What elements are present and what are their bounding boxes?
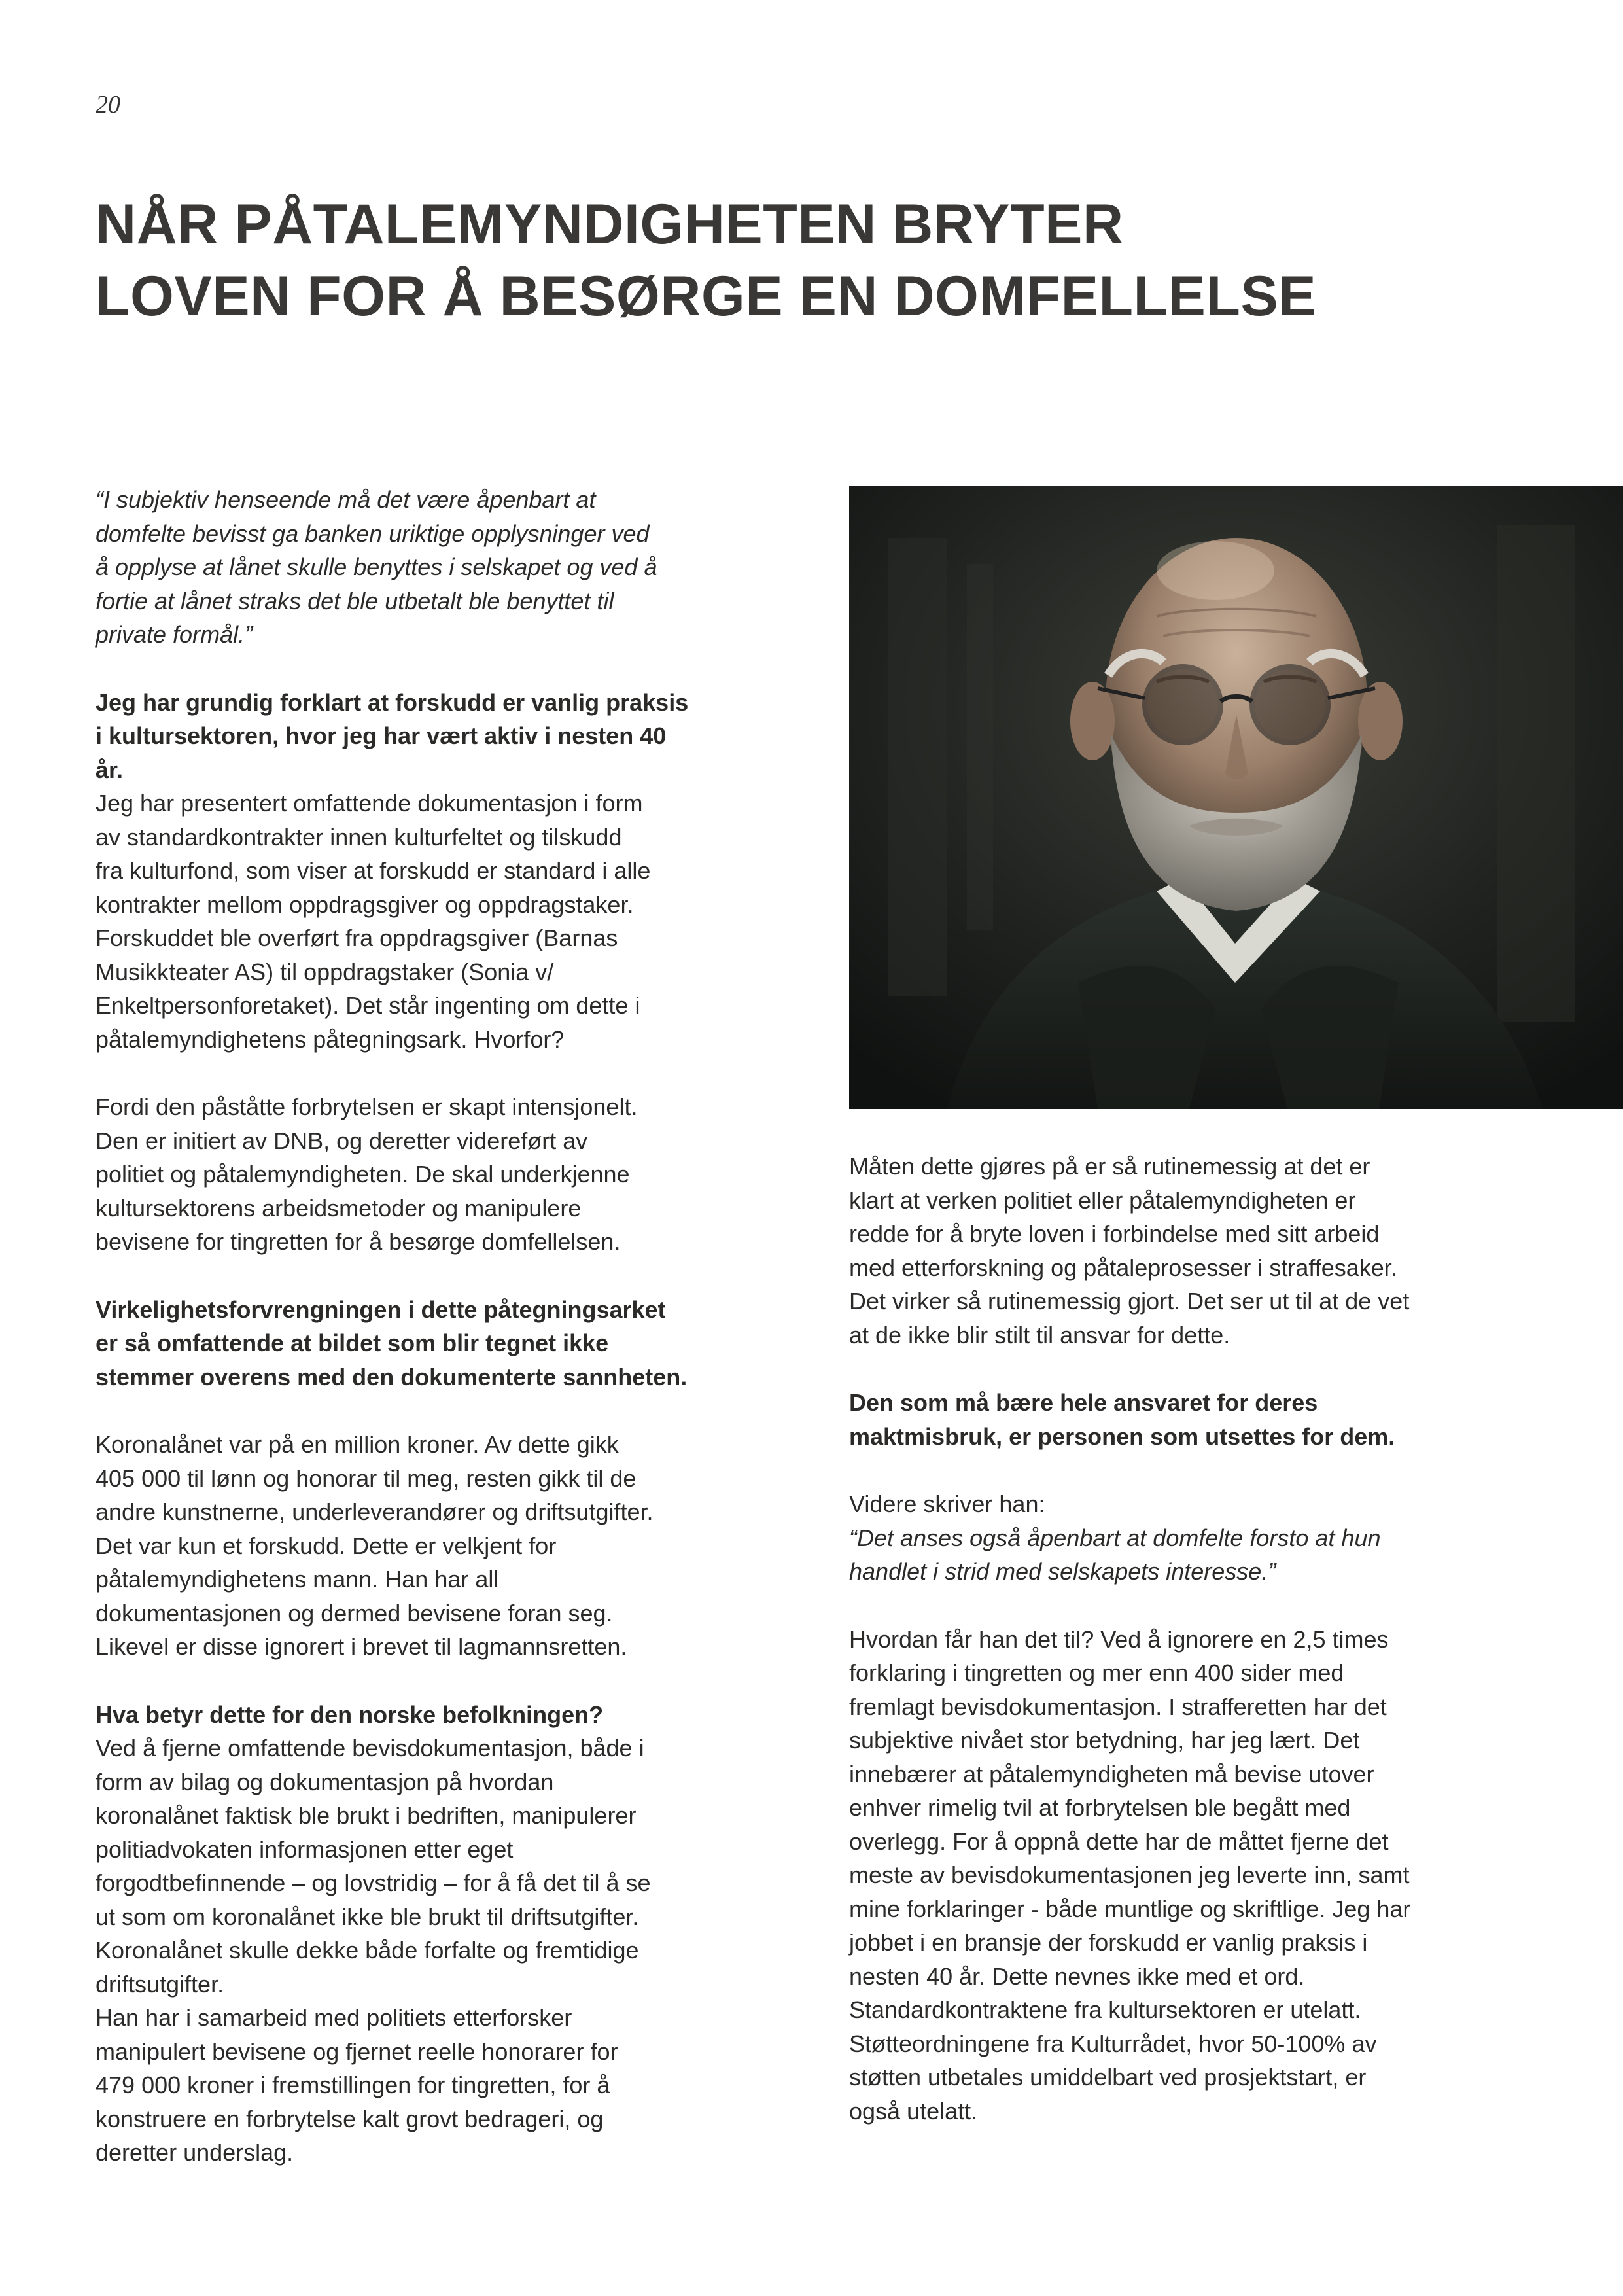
text-line: Jeg har grundig forklart at forskudd er vanlig praksis	[96, 688, 689, 716]
text-line: meste av bevisdokumentasjonen jeg leverte inn, samt	[849, 1862, 1410, 1888]
subheading-befolkningen	[96, 1698, 750, 1732]
text-line: Den er initiert av DNB, og deretter videreført av	[96, 1127, 588, 1154]
text-line: ut som om koronalånet ikke ble brukt til driftsutgifter.	[96, 1903, 639, 1930]
text-line: Standardkontraktene fra kultursektoren er utelatt.	[849, 1996, 1361, 2023]
paragraph-intensjonelt	[96, 1090, 750, 1259]
text-line: år.	[96, 756, 124, 783]
page-title	[96, 188, 1535, 332]
text-line: 479 000 kroner i fremstillingen for tingretten, for å	[96, 2072, 610, 2098]
text-line: andre kunstnerne, underleverandører og driftsutgifter.	[96, 1498, 654, 1525]
bold-statement-ansvar	[849, 1386, 1503, 1453]
portrait-photo	[849, 486, 1623, 1109]
text-line: “I subjektiv henseende må det være åpenbart at	[96, 486, 596, 513]
text-line: påtalemyndighetens mann. Han har all	[96, 1566, 499, 1593]
text-line: domfelte bevisst ga banken uriktige opplysninger ved	[96, 520, 650, 547]
title-line-1: NÅR PÅTALEMYNDIGHETEN BRYTER	[96, 193, 1124, 256]
text-line: 405 000 til lønn og honorar til meg, resten gikk til de	[96, 1464, 637, 1492]
text-line: bevisene for tingretten for å besørge domfellelsen.	[96, 1228, 621, 1255]
text-line: innebærer at påtalemyndigheten må bevise utover	[849, 1760, 1374, 1788]
text-line: Likevel er disse ignorert i brevet til lagmannsretten.	[96, 1633, 627, 1660]
text-line: fremlagt bevisdokumentasjon. I strafferetten har det	[849, 1693, 1387, 1720]
page-number: 20	[96, 91, 120, 118]
text-line: redde for å bryte loven i forbindelse med sitt arbeid	[849, 1220, 1380, 1247]
text-line: i kultursektoren, hvor jeg har vært aktiv i nesten 40	[96, 722, 667, 749]
text-line: Enkeltpersonforetaket). Det står ingenting om dette i	[96, 992, 640, 1019]
text-line: Det var kun et forskudd. Dette er velkjent for	[96, 1532, 557, 1559]
quote-intro: Videre skriver han:	[849, 1491, 1045, 1517]
opening-quote	[96, 483, 750, 652]
text-line: Fordi den påståtte forbrytelsen er skapt intensjonelt.	[96, 1093, 638, 1120]
text-line: påtalemyndighetens påtegningsark. Hvorfor?	[96, 1025, 565, 1053]
text-line: støtten utbetales umiddelbart ved prosjektstart, er	[849, 2064, 1367, 2091]
text-line: Han har i samarbeid med politiets etterforsker	[96, 2004, 572, 2031]
text-line: også utelatt.	[849, 2097, 978, 2125]
text-line: form av bilag og dokumentasjon på hvordan	[96, 1768, 554, 1795]
text-line: subjektive nivået stor betydning, har jeg lært. Det	[849, 1727, 1360, 1754]
paragraph-rutinemessig	[849, 1150, 1503, 1352]
left-column	[96, 483, 750, 2170]
text-line: med etterforskning og påtaleprosesser i straffesaker.	[849, 1254, 1397, 1281]
text-line: konstruere en forbrytelse kalt grovt bedrageri, og	[96, 2105, 604, 2132]
title-line-2: LOVEN FOR Å BESØRGE EN DOMFELLELSE	[96, 265, 1317, 328]
text-line: forklaring i tingretten og mer enn 400 sider med	[849, 1659, 1344, 1686]
bold-statement-virkelighetsforvrengning	[96, 1293, 750, 1394]
paragraph-hvordan	[849, 1623, 1503, 2128]
text-line: forgodtbefinnende – og lovstridig – for å få det til å se	[96, 1869, 651, 1896]
text-line: “Det anses også åpenbart at domfelte forsto at hun	[849, 1524, 1381, 1551]
text-line: driftsutgifter.	[96, 1970, 224, 1998]
text-line: Virkelighetsforvrengningen i dette påtegningsarket	[96, 1296, 666, 1323]
text-line: klart at verken politiet eller påtalemyndigheten er	[849, 1186, 1356, 1214]
text-line: enhver rimelig tvil at forbrytelsen ble begått med	[849, 1794, 1351, 1821]
text-line: mine forklaringer - både muntlige og skriftlige. Jeg har	[849, 1895, 1411, 1922]
text-line: at de ikke blir stilt til ansvar for dette.	[849, 1321, 1230, 1349]
text-line: Forskuddet ble overført fra oppdragsgiver (Barnas	[96, 925, 618, 951]
text-line: maktmisbruk, er personen som utsettes for dem.	[849, 1422, 1395, 1450]
text-line: kultursektorens arbeidsmetoder og manipulere	[96, 1194, 582, 1222]
paragraph-bevisdokumentasjon	[96, 1731, 750, 2170]
text-line: Hvordan får han det til? Ved å ignorere en 2,5 times	[849, 1625, 1389, 1653]
text-line: private formål.”	[96, 621, 253, 648]
text-line: dokumentasjonen og dermed bevisene foran seg.	[96, 1599, 613, 1627]
text-line: Støtteordningene fra Kulturrådet, hvor 50-100% av	[849, 2030, 1377, 2057]
text-line: er så omfattende at bildet som blir tegnet ikke	[96, 1330, 609, 1356]
text-line: Det virker så rutinemessig gjort. Det ser ut til at de vet	[849, 1288, 1410, 1315]
text-line: Koronalånet var på en million kroner. Av dette gikk	[96, 1431, 619, 1458]
text-line: fra kulturfond, som viser at forskudd er standard i alle	[96, 857, 651, 884]
right-column	[849, 1150, 1503, 2128]
text-line: av standardkontrakter innen kulturfeltet og tilskudd	[96, 823, 622, 851]
text-line: Den som må bære hele ansvaret for deres	[849, 1389, 1318, 1416]
text-line: koronalånet faktisk ble brukt i bedriften, manipulerer	[96, 1802, 637, 1829]
text-line: politiadvokaten informasjonen etter eget	[96, 1835, 514, 1863]
text-line: Jeg har presentert omfattende dokumentasjon i form	[96, 790, 643, 817]
text-line: jobbet i en bransje der forskudd er vanlig praksis i	[849, 1929, 1368, 1956]
text-line: å opplyse at lånet skulle benyttes i selskapet og ved å	[96, 554, 657, 580]
text-line: kontrakter mellom oppdragsgiver og oppdragstaker.	[96, 891, 634, 918]
text-line: handlet i strid med selskapets interesse.”	[849, 1558, 1276, 1585]
paragraph-dokumentasjon	[96, 786, 750, 1056]
text-line: Hva betyr dette for den norske befolkningen?	[96, 1701, 604, 1728]
text-line: fortie at lånet straks det ble utbetalt ble benyttet til	[96, 587, 614, 614]
text-line: politiet og påtalemyndigheten. De skal underkjenne	[96, 1161, 630, 1188]
paragraph-koronalanet	[96, 1428, 750, 1664]
text-line: Ved å fjerne omfattende bevisdokumentasjon, både i	[96, 1735, 644, 1761]
text-line: stemmer overens med den dokumenterte sannheten.	[96, 1363, 688, 1390]
second-quote	[849, 1521, 1503, 1589]
text-line: deretter underslag.	[96, 2139, 294, 2166]
bold-statement-forskudd	[96, 686, 750, 787]
text-line: Måten dette gjøres på er så rutinemessig at det er	[849, 1153, 1370, 1180]
text-line: nesten 40 år. Dette nevnes ikke med et ord.	[849, 1962, 1305, 1990]
text-line: Musikkteater AS) til oppdragstaker (Sonia v/	[96, 958, 554, 985]
text-line: manipulert bevisene og fjernet reelle honorarer for	[96, 2038, 618, 2065]
portrait-illustration	[849, 486, 1623, 1109]
text-line: Koronalånet skulle dekke både forfalte og fremtidige	[96, 1937, 639, 1964]
text-line: overlegg. For å oppnå dette har de måttet fjerne det	[849, 1828, 1389, 1855]
